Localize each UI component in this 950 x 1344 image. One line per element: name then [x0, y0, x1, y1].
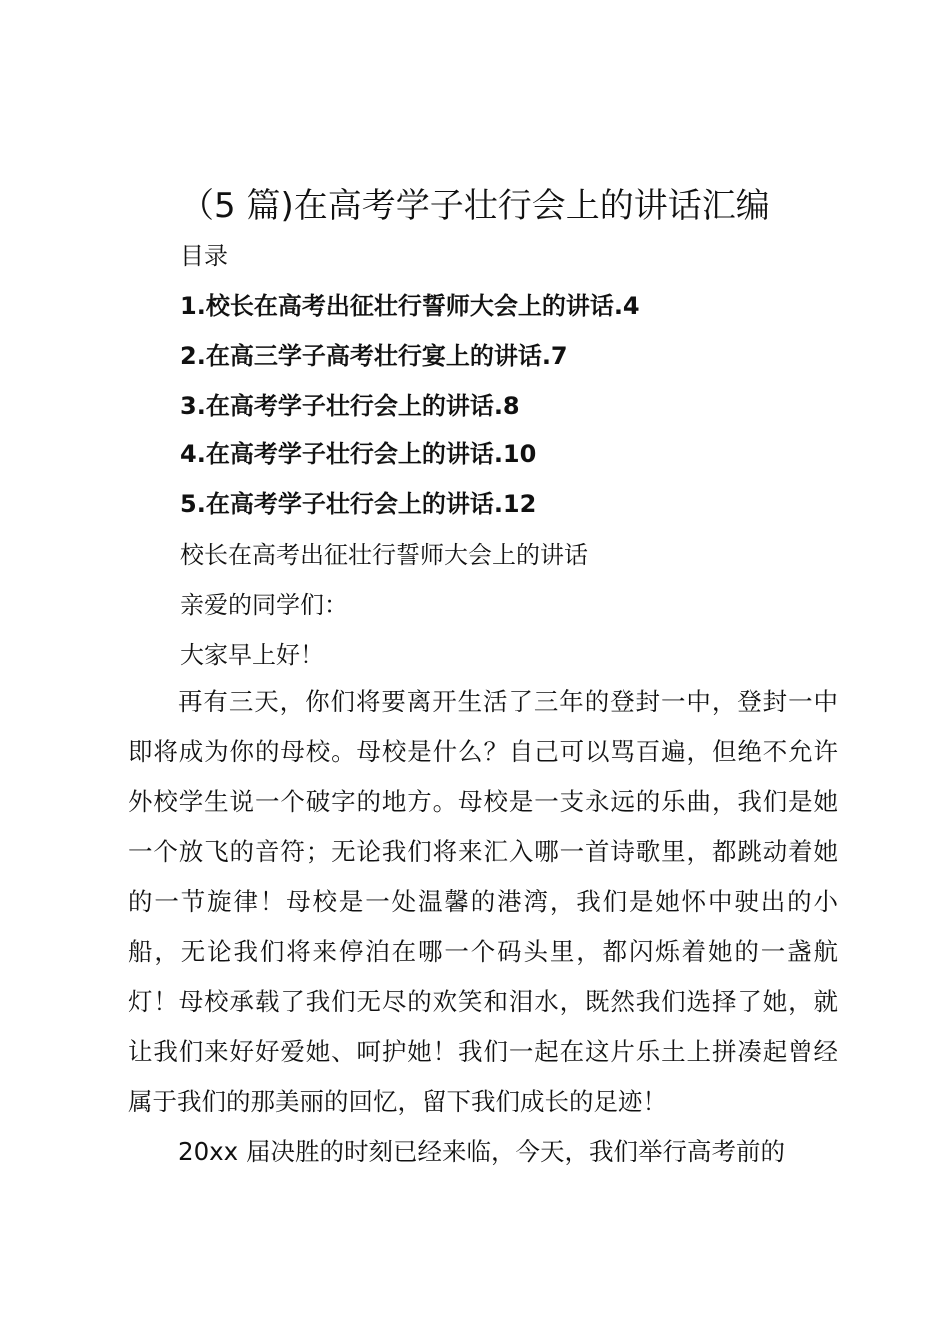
toc-item-3[interactable]: 3.在高考学子壮行会上的讲话.8: [180, 392, 520, 420]
body-paragraph-1: 再有三天，你们将要离开生活了三年的登封一中，登封一中即将成为你的母校。母校是什么？自己可以骂百遍，但绝不允许外校学生说一个破字的地方。母校是一支永远的乐曲，我们是她一个放飞的音符；无论我们将来汇入哪一首诗歌里，都跳动着她的一节旋律！母校是一处温馨的港湾，我们是她怀中驶出的小船，无论我们将来停泊在哪一个码头里，都闪烁着她的一盏航灯！母校承载了我们无尽的欢笑和泪水，既然我们选择了她，就让我们来好好爱她、呵护她！我们一起在这片乐土上拼凑起曾经属于我们的那美丽的回忆，留下我们成长的足迹！: [128, 687, 838, 1116]
toc-item-4[interactable]: 4.在高考学子壮行会上的讲话.10: [180, 440, 537, 468]
toc-item-5[interactable]: 5.在高考学子壮行会上的讲话.12: [180, 490, 537, 518]
document-title: （5 篇)在高考学子壮行会上的讲话汇编: [180, 186, 770, 226]
body-paragraph-2: 20xx 届决胜的时刻已经来临，今天，我们举行高考前的: [178, 1137, 785, 1166]
toc-heading: 目录: [180, 242, 228, 270]
toc-item-1[interactable]: 1.校长在高考出征壮行誓师大会上的讲话.4: [180, 292, 640, 320]
section-title: 校长在高考出征壮行誓师大会上的讲话: [180, 541, 588, 569]
toc-item-2[interactable]: 2.在高三学子高考壮行宴上的讲话.7: [180, 342, 568, 370]
greeting: 大家早上好！: [180, 641, 324, 669]
salutation: 亲爱的同学们：: [180, 591, 348, 619]
